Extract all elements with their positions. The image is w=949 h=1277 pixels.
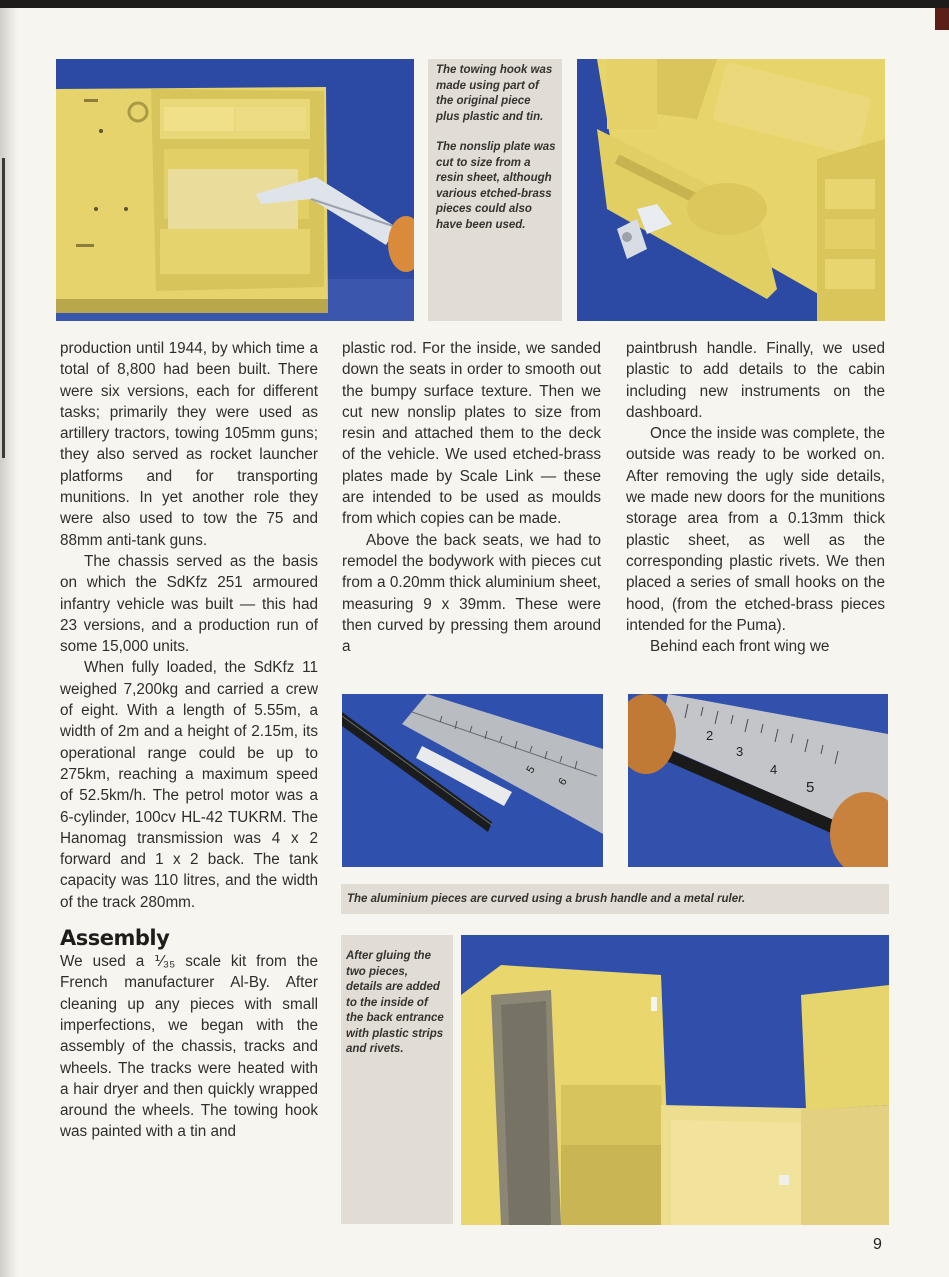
column-3-paragraph-3: Behind each front wing we [650, 638, 830, 656]
column-2-paragraph-1: plastic rod. For the inside, we sanded down the seats in order to smooth out the bumpy surface texture. Then we cut new nonslip plates to size from resin and attached them to the deck of the vehicle. We used etched-brass plates made by Scale Link — these are intended to be used as moulds from which copies can be made. [342, 340, 601, 528]
column-1-paragraph-4: We used a ⅟₃₅ scale kit from the French manufacturer Al-By. After cleaning up any pieces with small imperfections, we began with the assembly of the chassis, tracks and wheels. The tracks were heated with a hair dryer and then quickly wrapped around the wheels. The towing hook was painted with a tin and [60, 953, 318, 1141]
caption-aluminium-pieces: The aluminium pieces are curved using a brush handle and a metal ruler. [341, 884, 889, 914]
photo-nonslip-plate [56, 59, 414, 321]
column-1-paragraph-3: When fully loaded, the SdKfz 11 weighed 7,200kg and carried a crew of eight. With a length of 5.55m, a width of 2m and a height of 2.15m, its operational range could be up to 275km, reaching a maximum speed of 52.5km/h. The petrol motor was a 6-cylinder, 100cv HL-42 TUKRM. The Hanomag transmission was 4 x 2 forward and 1 x 2 back. The tank capacity was 110 litres, and the width of the track 280mm. [60, 659, 318, 911]
ruler-a-mark-6: 6 [556, 776, 570, 788]
section-heading-assembly: Assembly [60, 926, 170, 951]
top-border [0, 0, 949, 8]
photo-ruler-brush [342, 694, 603, 867]
text-column-1 [60, 338, 318, 1143]
ruler-b-mark-4: 4 [770, 762, 778, 777]
ruler-a-mark-5: 5 [524, 764, 538, 776]
column-2-paragraph-2: Above the back seats, we had to remodel the bodywork with pieces cut from a 0.20mm thick aluminium sheet, measuring 9 x 39mm. These were then curved by pressing them around a [342, 531, 601, 656]
page-gutter-shadow [0, 8, 18, 1277]
caption-back-entrance: After gluing the two pieces, details are added to the inside of the back entrance with plastic strips and rivets. [346, 950, 444, 1055]
caption-towing-hook: The towing hook was made using part of the original piece plus plastic and tin. [436, 64, 553, 123]
caption-nonslip-plate: The nonslip plate was cut to size from a resin sheet, although various etched-brass pieces could also have been used. [436, 141, 556, 231]
ruler-b-mark-2: 2 [706, 728, 714, 743]
photo-back-entrance [461, 935, 889, 1225]
ruler-b-mark-3: 3 [736, 744, 744, 759]
caption-box-bottom [341, 935, 453, 1224]
photo-towing-hook [577, 59, 885, 321]
column-1-paragraph-2: The chassis served as the basis on which the SdKfz 251 armoured infantry vehicle was built — this had 23 versions, and a production run of some 15,000 units. [60, 552, 318, 656]
ruler-b-mark-5: 5 [806, 779, 815, 796]
column-3-paragraph-1: paintbrush handle. Finally, we used plastic to add details to the cabin including new instruments on the dashboard. [626, 340, 885, 421]
photo-ruler-closeup [628, 694, 888, 867]
caption-box-top [428, 59, 562, 321]
corner-mark [935, 8, 949, 30]
page-number: 9 [873, 1236, 882, 1253]
column-1-paragraph-1: production until 1944, by which time a total of 8,800 had been built. There were six versions, each for different tasks; primarily they were used as artillery tractors, towing 105mm guns; they also served as rocket launcher platforms and for transporting munitions. In yet another role they were also used to tow the 75 and 88mm anti-tank guns. [60, 340, 318, 549]
column-3-paragraph-2: Once the inside was complete, the outside was ready to be worked on. After removing the ugly side details, we made new doors for the munitions storage area from a 0.13mm thick plastic sheet, as well as the corresponding plastic rivets. We then placed a series of small hooks on the hood, (from the etched-brass pieces intended for the Puma). [626, 425, 885, 634]
text-column-3 [626, 338, 885, 657]
text-column-2 [342, 338, 601, 657]
